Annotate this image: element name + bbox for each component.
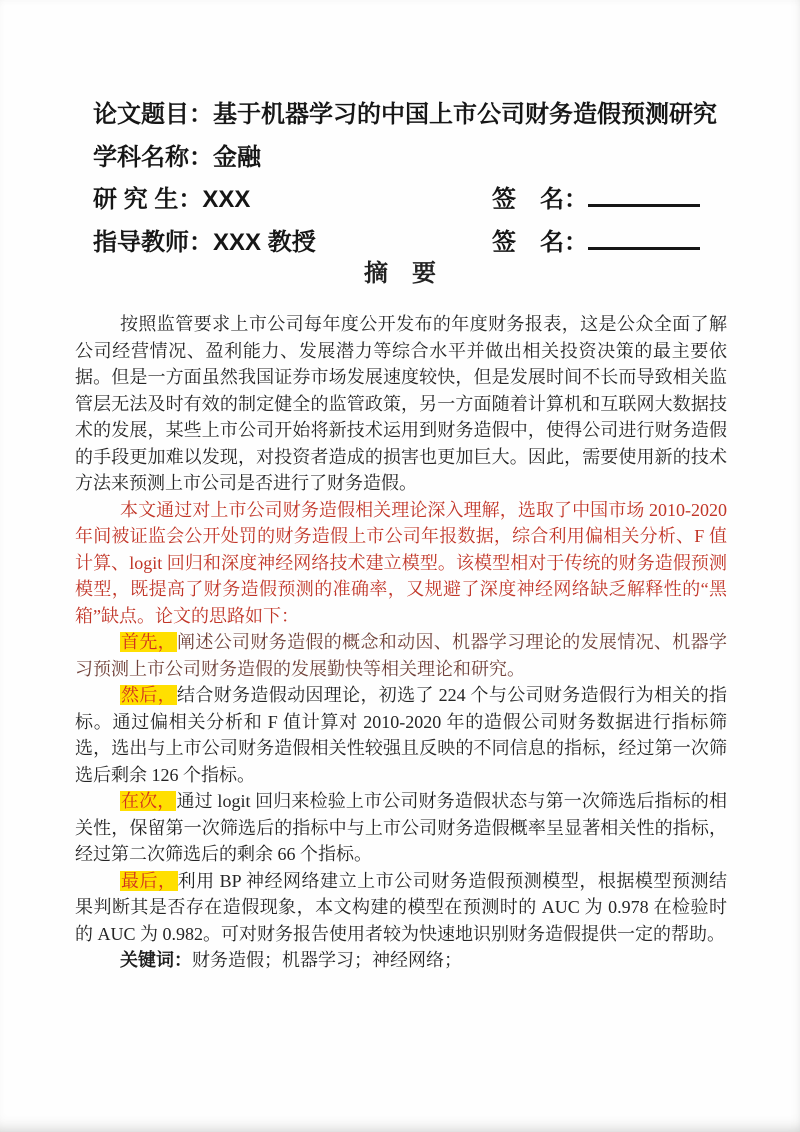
paragraph-background (75, 311, 727, 497)
paragraph-step-first (75, 629, 727, 682)
subject-row (93, 137, 700, 180)
keywords-value: 财务造假；机器学习；神经网络； (192, 950, 462, 970)
advisor-name: 指导教师：XXX 教授 (93, 228, 316, 256)
abstract-body (75, 311, 727, 974)
highlight-next: 在次， (121, 791, 176, 811)
subject-name: 学科名称：金融 (93, 143, 261, 171)
student-row (93, 179, 700, 222)
student-signature-line (588, 180, 700, 207)
abstract-heading: 摘 要 (364, 261, 436, 287)
thesis-title: 论文题目：基于机器学习的中国上市公司财务造假预测研究 (93, 101, 717, 128)
title-block (93, 94, 717, 264)
paragraph-text: 阐述公司财务造假的概念和动因、机器学习理论的发展情况、机器学习预测上市公司财务造假的发展勤快等相关理论和研究。 (75, 632, 727, 679)
keywords-row (75, 947, 727, 974)
highlight-last: 最后， (121, 870, 177, 891)
paragraph-text: 本文通过对上市公司财务造假相关理论深入理解，选取了中国市场 2010-2020 年间被证监会公开处罚的财务造假上市公司年报数据，综合利用偏相关分析、F 值计算、logit 回归和深度神经网络技术建立模型。该模型相对于传统的财务造假预测模型，既提高了财务造假预测的准确率，又规避了深度神经网络缺乏解释性的“黑箱”缺点。论文的思路如下： (75, 499, 727, 626)
student-name: 研 究 生：XXX (93, 186, 251, 213)
student-sign-group (492, 179, 700, 222)
advisor-sign-label: 签 名： (492, 228, 588, 256)
paragraph-step-last (75, 868, 727, 948)
advisor-signature-line (588, 223, 700, 250)
paragraph-text: 结合财务造假动因理论，初选了 224 个与公司财务造假行为相关的指标。通过偏相关分析和 F 值计算对 2010-2020 年的造假公司财务数据进行指标筛选，选出与上市公司财务造假相关性较强且反映的不同信息的指标，经过第一次筛选后剩余 126 个指标。 (75, 685, 727, 785)
paragraph-text: 按照监管要求上市公司每年度公开发布的年度财务报表，这是公众全面了解公司经营情况、盈利能力、发展潜力等综合水平并做出相关投资决策的最主要依据。但是一方面虽然我国证券市场发展速度较快，但是发展时间不长而导致相关监管层无法及时有效的制定健全的监管政策，另一方面随着计算机和互联网大数据技术的发展，某些上市公司开始将新技术运用到财务造假中，使得公司进行财务造假的手段更加难以发现，对投资者造成的损害也更加巨大。因此，需要使用新的技术方法来预测上市公司是否进行了财务造假。 (75, 314, 727, 493)
paragraph-text: 利用 BP 神经网络建立上市公司财务造假预测模型，根据模型预测结果判断其是否存在造假现象，本文构建的模型在预测时的 AUC 为 0.978 在检验时的 AUC 为 0.982。可对财务报告使用者较为快速地识别财务造假提供一定的帮助。 (75, 870, 727, 944)
thesis-title-row (93, 94, 717, 137)
paragraph-text: 通过 logit 回归来检验上市公司财务造假状态与第一次筛选后指标的相关性，保留第一次筛选后的指标中与上市公司财务造假概率呈显著相关性的指标，经过第二次筛选后的剩余 66 个指标。 (75, 791, 727, 864)
paragraph-step-next (75, 788, 727, 868)
keywords-label: 关键词： (120, 950, 192, 970)
paragraph-methodology (75, 497, 727, 630)
student-sign-label: 签 名： (492, 186, 588, 213)
paragraph-step-then (75, 682, 727, 788)
highlight-then: 然后， (121, 685, 177, 705)
highlight-first: 首先， (121, 632, 177, 652)
